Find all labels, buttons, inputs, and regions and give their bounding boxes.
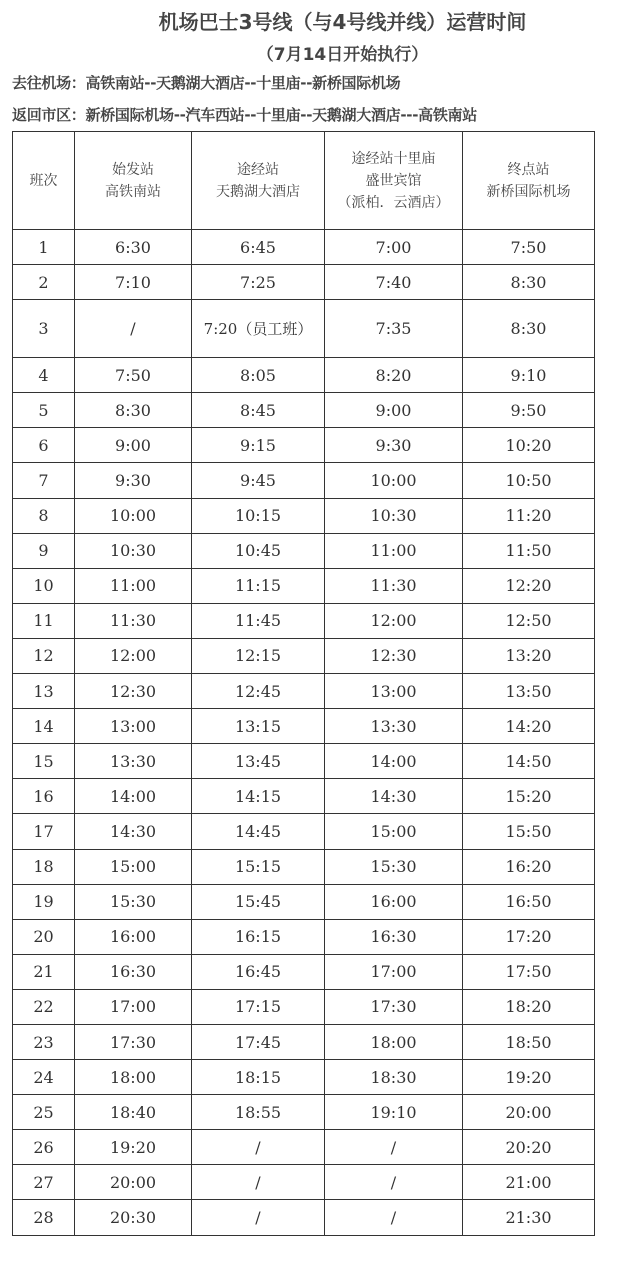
table-row	[13, 919, 595, 954]
table-cell: 9:45	[192, 463, 325, 498]
table-cell: 20	[13, 919, 75, 954]
table-cell: 8:30	[463, 265, 595, 300]
table-cell: /	[192, 1130, 325, 1165]
table-cell: 20:30	[75, 1200, 192, 1235]
table-cell: 6:45	[192, 230, 325, 265]
table-cell: 9:00	[325, 393, 463, 428]
table-cell: 21	[13, 954, 75, 989]
table-row	[13, 954, 595, 989]
table-cell: 15:30	[75, 884, 192, 919]
table-cell: /	[325, 1130, 463, 1165]
column-header-line: 新桥国际机场	[486, 183, 571, 200]
table-row	[13, 393, 595, 428]
table-cell: 17:00	[75, 989, 192, 1024]
table-cell: 9	[13, 533, 75, 568]
table-cell: 11:00	[325, 533, 463, 568]
table-row	[13, 568, 595, 603]
table-cell: 12:30	[325, 638, 463, 673]
table-row	[13, 1095, 595, 1130]
column-header	[463, 132, 595, 230]
column-header-line: 终点站	[507, 161, 550, 178]
table-cell: 11:50	[463, 533, 595, 568]
table-cell: 17:20	[463, 919, 595, 954]
table-cell: 10:45	[192, 533, 325, 568]
table-cell: 26	[13, 1130, 75, 1165]
table-cell: 28	[13, 1200, 75, 1235]
table-cell: 17:50	[463, 954, 595, 989]
table-cell: 14:15	[192, 779, 325, 814]
table-row	[13, 230, 595, 265]
table-cell: 9:50	[463, 393, 595, 428]
table-cell: 10:00	[325, 463, 463, 498]
table-cell: 17:45	[192, 1024, 325, 1059]
column-header	[325, 132, 463, 230]
column-header	[75, 132, 192, 230]
column-header-line: 班次	[29, 172, 58, 189]
table-cell: 16	[13, 779, 75, 814]
table-cell: 20:00	[75, 1165, 192, 1200]
table-cell: 11:30	[75, 603, 192, 638]
table-cell: 10:30	[325, 498, 463, 533]
table-cell: 8:05	[192, 358, 325, 393]
table-cell: 19:10	[325, 1095, 463, 1130]
table-cell: 17:00	[325, 954, 463, 989]
table-cell: 11:15	[192, 568, 325, 603]
table-cell: 12:30	[75, 674, 192, 709]
schedule-table	[12, 131, 595, 1236]
table-row	[13, 603, 595, 638]
table-cell: 9:30	[325, 428, 463, 463]
table-row	[13, 674, 595, 709]
table-cell: 18	[13, 849, 75, 884]
table-body	[13, 230, 595, 1236]
table-cell: 3	[13, 300, 75, 358]
column-header-line: 途经站	[237, 161, 279, 178]
table-cell: 8:45	[192, 393, 325, 428]
table-cell: 11	[13, 603, 75, 638]
table-cell: 18:20	[463, 989, 595, 1024]
table-cell: 14:00	[325, 744, 463, 779]
column-header-line: 高铁南站	[105, 183, 161, 200]
table-cell: 5	[13, 393, 75, 428]
table-row	[13, 498, 595, 533]
table-row	[13, 358, 595, 393]
route-to-city: 返回市区：新桥国际机场--汽车西站--十里庙--天鹅湖大酒店---高铁南站	[12, 106, 477, 124]
table-row	[13, 463, 595, 498]
table-cell: 18:00	[75, 1060, 192, 1095]
table-cell: 14:20	[463, 709, 595, 744]
table-cell: 14:30	[75, 814, 192, 849]
table-cell: 16:00	[75, 919, 192, 954]
table-cell: 13:30	[75, 744, 192, 779]
table-cell: 15:50	[463, 814, 595, 849]
table-cell: 6:30	[75, 230, 192, 265]
table-cell: 12:45	[192, 674, 325, 709]
table-cell: 16:15	[192, 919, 325, 954]
table-cell: 18:50	[463, 1024, 595, 1059]
table-row	[13, 638, 595, 673]
table-row	[13, 744, 595, 779]
table-cell: /	[325, 1200, 463, 1235]
effective-date: （7月14日开始执行）	[256, 45, 429, 65]
table-cell: 8:30	[463, 300, 595, 358]
table-cell: 17:15	[192, 989, 325, 1024]
table-cell: 18:40	[75, 1095, 192, 1130]
table-cell: 14	[13, 709, 75, 744]
table-cell: 9:15	[192, 428, 325, 463]
table-cell: 20:20	[463, 1130, 595, 1165]
table-header-row	[13, 132, 595, 230]
table-cell: 21:00	[463, 1165, 595, 1200]
table-cell: 6	[13, 428, 75, 463]
table-cell: 12:50	[463, 603, 595, 638]
column-header	[192, 132, 325, 230]
table-cell: 27	[13, 1165, 75, 1200]
table-cell: 15:00	[75, 849, 192, 884]
table-cell: 7:50	[463, 230, 595, 265]
column-header-line: （派柏．云酒店）	[337, 194, 450, 211]
table-cell: 11:45	[192, 603, 325, 638]
table-cell: 15:45	[192, 884, 325, 919]
table-row	[13, 533, 595, 568]
table-row	[13, 1130, 595, 1165]
table-cell: 17	[13, 814, 75, 849]
page-title: 机场巴士3号线（与4号线并线）运营时间	[158, 10, 527, 34]
table-cell: 7:40	[325, 265, 463, 300]
table-cell: 22	[13, 989, 75, 1024]
table-cell: 11:20	[463, 498, 595, 533]
table-cell: 13:20	[463, 638, 595, 673]
column-header-line: 途经站十里庙	[351, 150, 436, 167]
table-row	[13, 300, 595, 358]
table-cell: 9:00	[75, 428, 192, 463]
table-row	[13, 1200, 595, 1235]
table-cell: 24	[13, 1060, 75, 1095]
table-cell: 15:20	[463, 779, 595, 814]
table-cell: 13	[13, 674, 75, 709]
table-cell: 8	[13, 498, 75, 533]
table-cell: 19:20	[75, 1130, 192, 1165]
table-cell: 19:20	[463, 1060, 595, 1095]
table-row	[13, 814, 595, 849]
table-cell: 7:20（员工班）	[192, 300, 325, 358]
table-row	[13, 1024, 595, 1059]
table-cell: /	[75, 300, 192, 358]
table-cell: 1	[13, 230, 75, 265]
table-cell: 17:30	[75, 1024, 192, 1059]
table-cell: 21:30	[463, 1200, 595, 1235]
table-cell: 14:00	[75, 779, 192, 814]
table-row	[13, 709, 595, 744]
table-cell: 16:30	[75, 954, 192, 989]
table-cell: 12:20	[463, 568, 595, 603]
column-header	[13, 132, 75, 230]
table-cell: 13:50	[463, 674, 595, 709]
table-cell: /	[325, 1165, 463, 1200]
table-cell: 17:30	[325, 989, 463, 1024]
column-header-line: 始发站	[112, 161, 154, 178]
table-cell: 12:15	[192, 638, 325, 673]
table-cell: 12:00	[75, 638, 192, 673]
table-cell: 20:00	[463, 1095, 595, 1130]
column-header-line: 天鹅湖大酒店	[216, 183, 300, 200]
table-cell: 12	[13, 638, 75, 673]
table-cell: 9:10	[463, 358, 595, 393]
table-cell: 10:15	[192, 498, 325, 533]
table-cell: 8:30	[75, 393, 192, 428]
table-cell: 12:00	[325, 603, 463, 638]
table-cell: 8:20	[325, 358, 463, 393]
table-row	[13, 428, 595, 463]
table-cell: 25	[13, 1095, 75, 1130]
table-cell: 7:10	[75, 265, 192, 300]
table-cell: 14:50	[463, 744, 595, 779]
table-cell: 10:00	[75, 498, 192, 533]
table-cell: 7:35	[325, 300, 463, 358]
table-cell: 13:45	[192, 744, 325, 779]
table-cell: 11:30	[325, 568, 463, 603]
table-row	[13, 1165, 595, 1200]
table-cell: 16:30	[325, 919, 463, 954]
table-cell: 18:55	[192, 1095, 325, 1130]
table-cell: 16:20	[463, 849, 595, 884]
table-cell: 13:30	[325, 709, 463, 744]
table-cell: 15:30	[325, 849, 463, 884]
table-cell: 10:20	[463, 428, 595, 463]
table-row	[13, 989, 595, 1024]
table-cell: 18:30	[325, 1060, 463, 1095]
table-cell: 7	[13, 463, 75, 498]
table-cell: 7:00	[325, 230, 463, 265]
route-to-airport: 去往机场：高铁南站--天鹅湖大酒店--十里庙--新桥国际机场	[12, 74, 401, 92]
table-cell: 11:00	[75, 568, 192, 603]
table-cell: 2	[13, 265, 75, 300]
table-row	[13, 265, 595, 300]
table-cell: 15:00	[325, 814, 463, 849]
table-row	[13, 884, 595, 919]
table-row	[13, 849, 595, 884]
table-cell: 10:30	[75, 533, 192, 568]
column-header-line: 盛世宾馆	[365, 172, 422, 189]
table-cell: 15:15	[192, 849, 325, 884]
table-cell: 18:15	[192, 1060, 325, 1095]
table-row	[13, 1060, 595, 1095]
table-cell: 10:50	[463, 463, 595, 498]
table-cell: /	[192, 1200, 325, 1235]
table-cell: 14:45	[192, 814, 325, 849]
table-cell: 23	[13, 1024, 75, 1059]
table-cell: 18:00	[325, 1024, 463, 1059]
table-row	[13, 779, 595, 814]
table-cell: 7:25	[192, 265, 325, 300]
table-cell: 19	[13, 884, 75, 919]
table-cell: 13:00	[325, 674, 463, 709]
table-cell: /	[192, 1165, 325, 1200]
table-cell: 14:30	[325, 779, 463, 814]
table-cell: 4	[13, 358, 75, 393]
table-cell: 16:50	[463, 884, 595, 919]
table-cell: 13:15	[192, 709, 325, 744]
table-cell: 10	[13, 568, 75, 603]
table-cell: 7:50	[75, 358, 192, 393]
table-cell: 16:45	[192, 954, 325, 989]
table-cell: 13:00	[75, 709, 192, 744]
table-cell: 9:30	[75, 463, 192, 498]
table-cell: 16:00	[325, 884, 463, 919]
table-cell: 15	[13, 744, 75, 779]
